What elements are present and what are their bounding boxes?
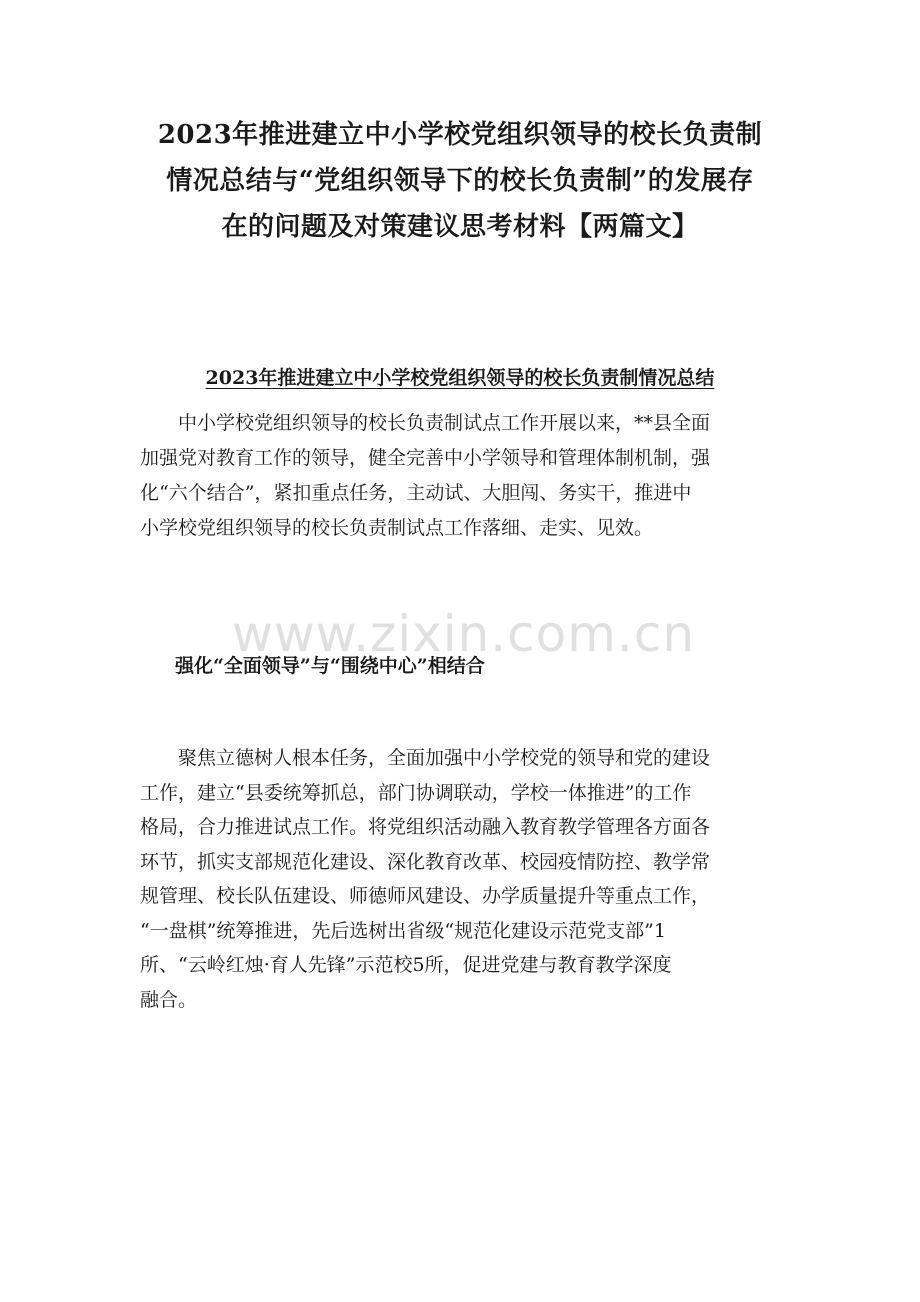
- paragraph-line: 化“六个结合”，紧扣重点任务，主动试、大胆闯、务实干，推进中: [140, 482, 692, 504]
- paragraph-line: 加强党对教育工作的领导，健全完善中小学领导和管理体制机制，强: [140, 447, 711, 469]
- title-line: 2023年推进建立中小学校党组织领导的校长负责制: [157, 120, 763, 150]
- title-line: 在的问题及对策建议思考材料【两篇文】: [221, 212, 699, 242]
- paragraph-line: “一盘棋”统筹推进，先后选树出省级“规范化建设示范党支部”1: [140, 919, 666, 942]
- document-title: [120, 112, 800, 250]
- body-paragraph: [140, 741, 780, 1017]
- paragraph-line: 融合。: [140, 988, 198, 1011]
- paragraph-line: 工作，建立“县委统筹抓总，部门协调联动，学校一体推进”的工作: [140, 781, 692, 804]
- section-heading: 2023年推进建立中小学校党组织领导的校长负责制情况总结: [205, 367, 715, 389]
- watermark: www.zixin.com.cn: [232, 605, 696, 663]
- paragraph-line: 格局，合力推进试点工作。将党组织活动融入教育教学管理各方面各: [140, 816, 711, 838]
- subheading: 强化“全面领导”与“围绕中心”相结合: [175, 655, 485, 677]
- paragraph-line: 中小学校党组织领导的校长负责制试点工作开展以来，**县全面: [140, 412, 711, 434]
- paragraph-line: 聚焦立德树人根本任务，全面加强中小学校党的领导和党的建设: [140, 747, 711, 769]
- paragraph-line: 所、“云岭红烛·育人先锋”示范校5所，促进党建与教育教学深度: [140, 954, 672, 976]
- intro-paragraph: [140, 406, 780, 546]
- paragraph-line: 小学校党组织领导的校长负责制试点工作落细、走实、见效。: [140, 517, 654, 539]
- paragraph-line: 规管理、校长队伍建设、师德师风建设、办学质量提升等重点工作，: [140, 885, 711, 907]
- title-line: 情况总结与“党组织领导下的校长负责制”的发展存: [166, 166, 754, 196]
- paragraph-line: 环节，抓实支部规范化建设、深化教育改革、校园疫情防控、教学常: [140, 850, 711, 873]
